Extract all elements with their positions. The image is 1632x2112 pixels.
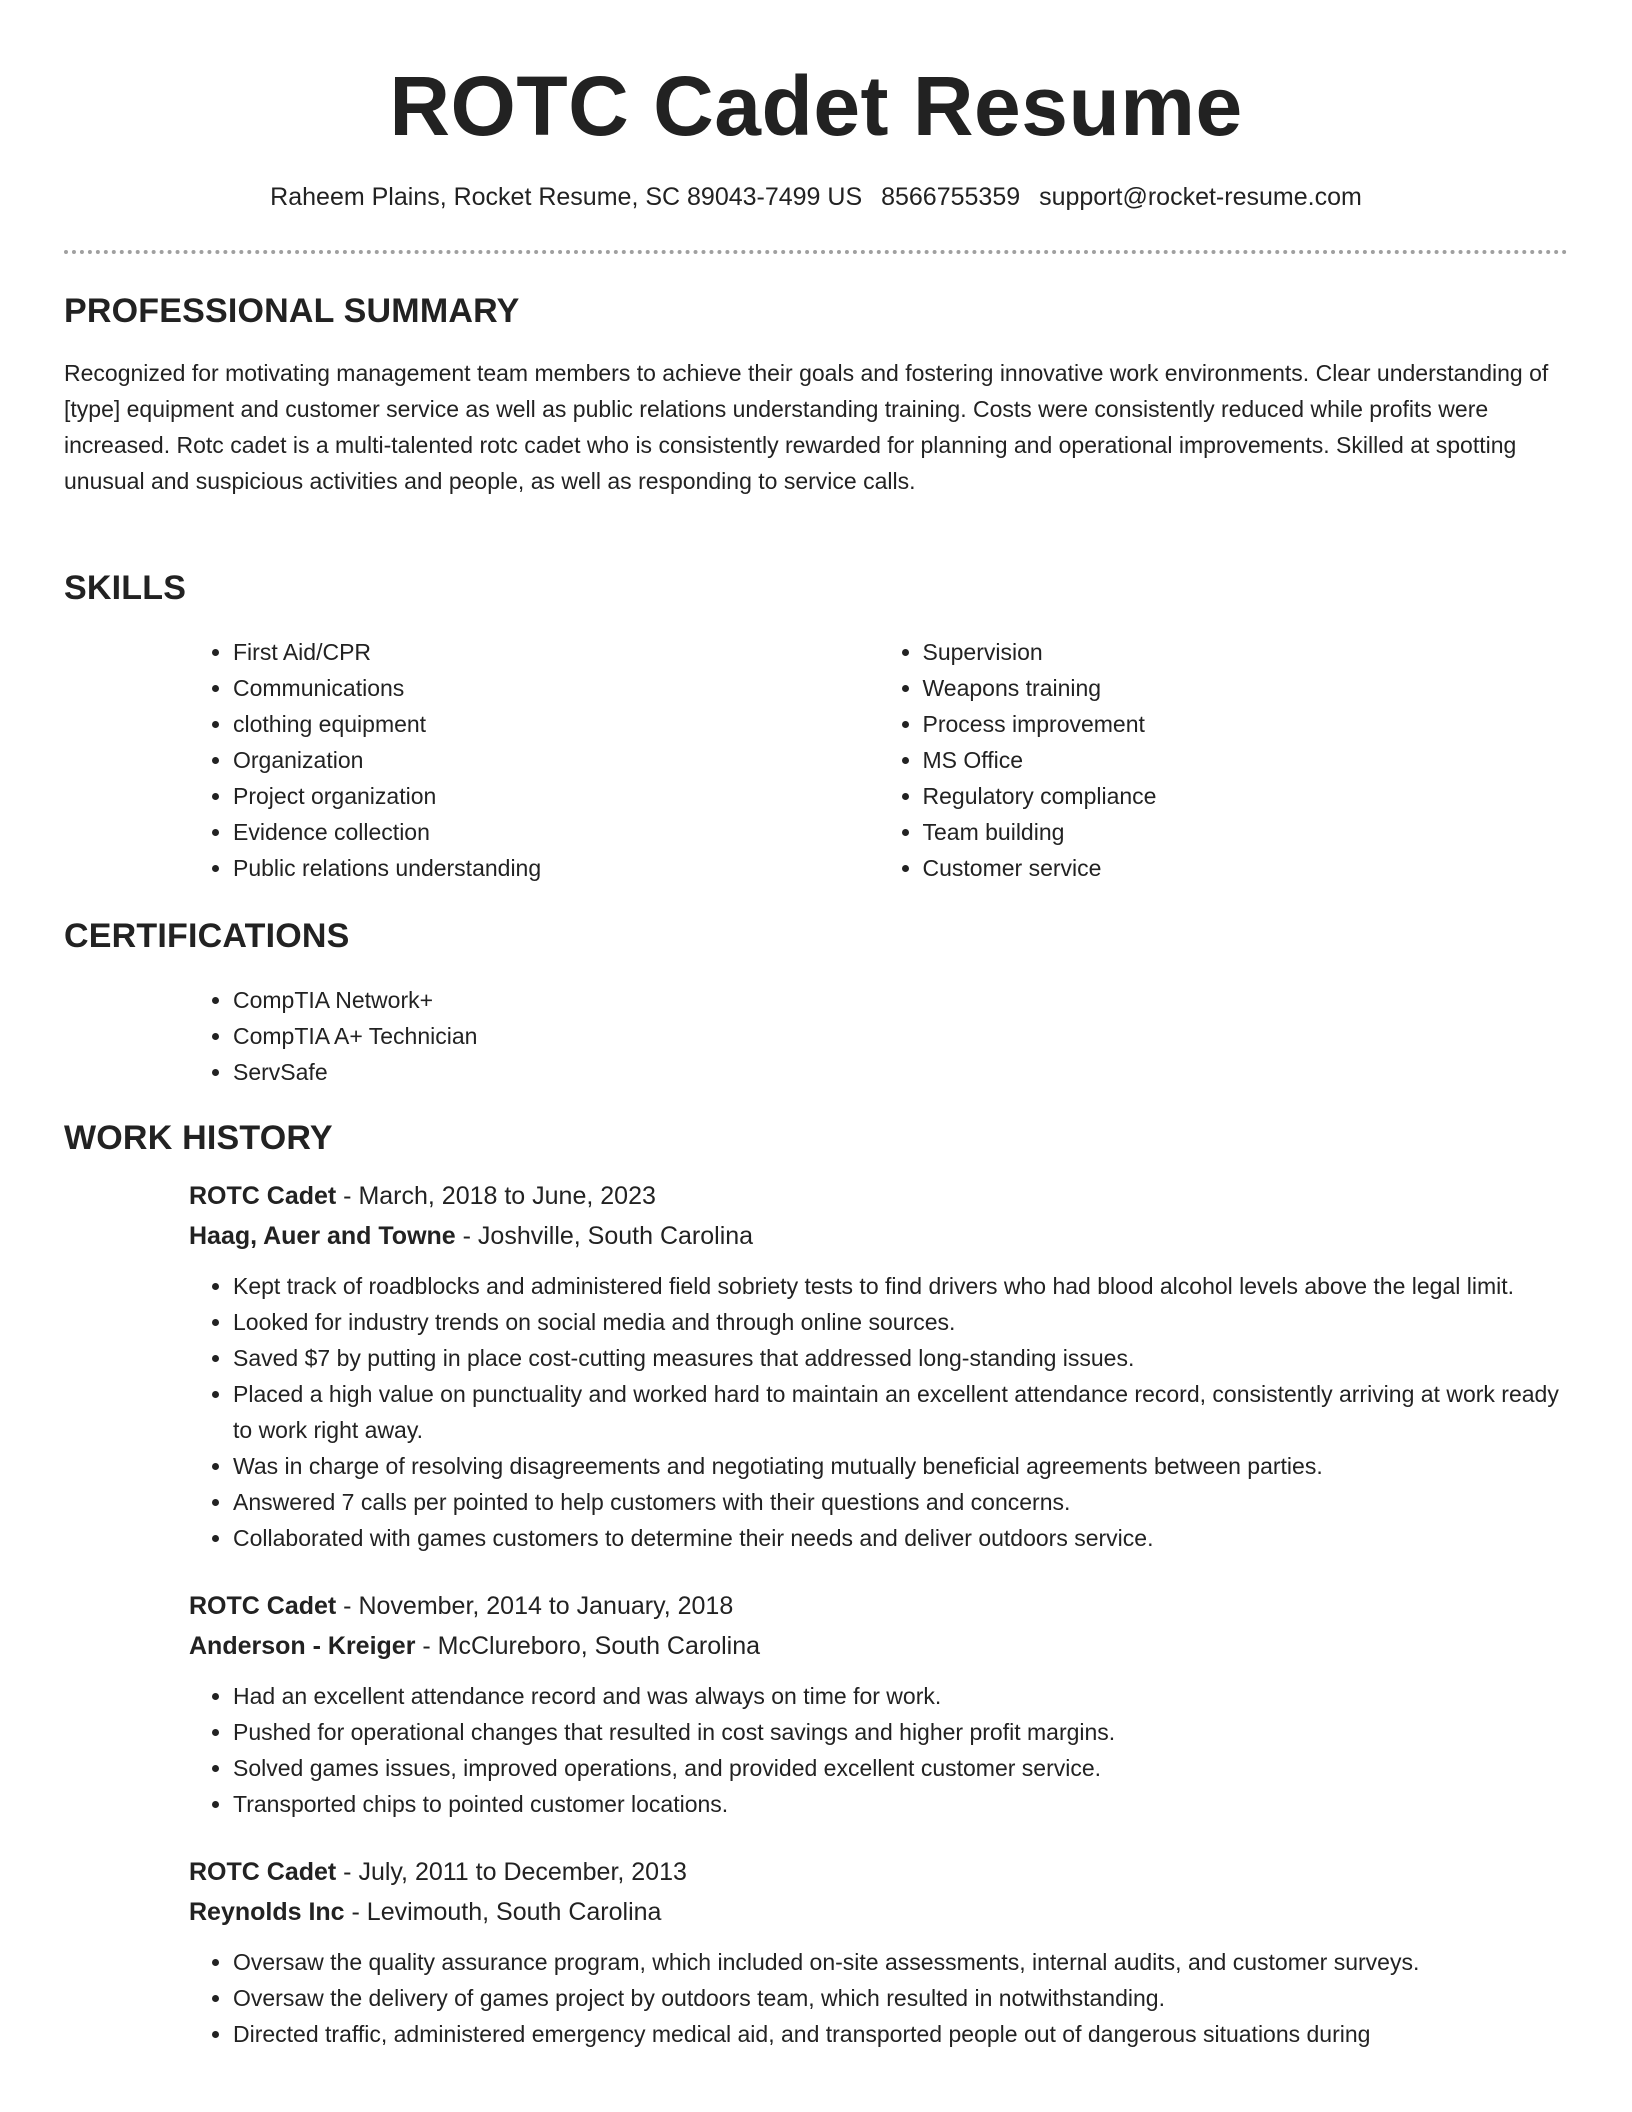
job-bullet: • Transported chips to pointed customer locations. bbox=[233, 1786, 1568, 1822]
work-history-list bbox=[189, 1176, 1568, 2052]
skill-item: • Evidence collection bbox=[233, 814, 879, 850]
job-title: ROTC Cadet bbox=[189, 1592, 337, 1620]
skill-item: • Communications bbox=[233, 670, 879, 706]
job-bullet: • Was in charge of resolving disagreements and negotiating mutually beneficial agreements between parties. bbox=[233, 1448, 1568, 1484]
job-title-line bbox=[189, 1852, 1568, 1892]
certifications-section bbox=[64, 914, 1568, 1090]
resume-title: ROTC Cadet Resume bbox=[389, 59, 1243, 153]
job-bullet: • Saved $7 by putting in place cost-cutting measures that addressed long-standing issues. bbox=[233, 1340, 1568, 1376]
skill-item: • Weapons training bbox=[923, 670, 1569, 706]
job-entry bbox=[189, 1586, 1568, 1822]
job-bullet: • Pushed for operational changes that resulted in cost savings and higher profit margins. bbox=[233, 1714, 1568, 1750]
job-title-line bbox=[189, 1586, 1568, 1626]
job-title: ROTC Cadet bbox=[189, 1858, 337, 1886]
skill-item: • Organization bbox=[233, 742, 879, 778]
job-company-line bbox=[189, 1216, 1568, 1256]
job-bullets bbox=[189, 1944, 1568, 2052]
job-title: ROTC Cadet bbox=[189, 1182, 337, 1210]
job-title-line bbox=[189, 1176, 1568, 1216]
skill-item: • Regulatory compliance bbox=[923, 778, 1569, 814]
job-company: Anderson - Kreiger bbox=[189, 1632, 416, 1660]
skills-section bbox=[64, 566, 1568, 886]
certifications-heading: CERTIFICATIONS bbox=[64, 917, 350, 955]
job-bullet: • Directed traffic, administered emergency medical aid, and transported people out of dangerous situations during bbox=[233, 2016, 1568, 2052]
certification-item: • CompTIA A+ Technician bbox=[233, 1018, 1568, 1054]
skill-item: • MS Office bbox=[923, 742, 1569, 778]
certification-item: • CompTIA Network+ bbox=[233, 982, 1568, 1018]
job-entry bbox=[189, 1176, 1568, 1556]
certification-item: • ServSafe bbox=[233, 1054, 1568, 1090]
job-bullet: • Solved games issues, improved operations, and provided excellent customer service. bbox=[233, 1750, 1568, 1786]
job-entry bbox=[189, 1852, 1568, 2052]
skills-columns bbox=[189, 634, 1568, 886]
job-bullet: • Kept track of roadblocks and administered field sobriety tests to find drivers who had blood alcohol levels above the legal limit. bbox=[233, 1268, 1568, 1304]
work-history-section bbox=[64, 1116, 1568, 2082]
summary-heading: PROFESSIONAL SUMMARY bbox=[64, 292, 520, 330]
job-company-line bbox=[189, 1626, 1568, 1666]
skills-list-right bbox=[879, 634, 1569, 886]
job-location: - Levimouth, South Carolina bbox=[344, 1898, 662, 1926]
job-bullet: • Placed a high value on punctuality and worked hard to maintain an excellent attendance record, consistently arriving at work ready to work right away. bbox=[233, 1376, 1568, 1448]
job-dates: - July, 2011 to December, 2013 bbox=[336, 1858, 687, 1886]
contact-phone: 8566755359 bbox=[881, 183, 1021, 211]
summary-text: Recognized for motivating management team members to achieve their goals and fostering innovative work environments. Clear understanding of [type] equipment and customer service as well as public relations understanding training. Costs were consistently reduced while profits were increased. Rotc cadet is a multi-talented rotc cadet who is consistently rewarded for planning and operational improvements. Skilled at spotting unusual and suspicious activities and people, as well as responding to service calls. bbox=[64, 360, 1549, 494]
job-dates: - November, 2014 to January, 2018 bbox=[336, 1592, 734, 1620]
summary-section bbox=[64, 289, 1568, 499]
job-bullet: • Looked for industry trends on social media and through online sources. bbox=[233, 1304, 1568, 1340]
job-company-line bbox=[189, 1892, 1568, 1932]
skill-item: • Customer service bbox=[923, 850, 1569, 886]
work-history-heading: WORK HISTORY bbox=[64, 1119, 333, 1157]
skill-item: • Project organization bbox=[233, 778, 879, 814]
job-bullet: • Collaborated with games customers to determine their needs and deliver outdoors service. bbox=[233, 1520, 1568, 1556]
skills-list-left bbox=[189, 634, 879, 886]
job-company: Reynolds Inc bbox=[189, 1898, 345, 1926]
job-bullet: • Answered 7 calls per pointed to help customers with their questions and concerns. bbox=[233, 1484, 1568, 1520]
skill-item: • clothing equipment bbox=[233, 706, 879, 742]
job-company: Haag, Auer and Towne bbox=[189, 1222, 456, 1250]
certifications-list bbox=[189, 982, 1568, 1090]
header-divider bbox=[64, 250, 1568, 254]
job-bullet: • Oversaw the delivery of games project by outdoors team, which resulted in notwithstanding. bbox=[233, 1980, 1568, 2016]
job-bullet: • Had an excellent attendance record and was always on time for work. bbox=[233, 1678, 1568, 1714]
job-bullets bbox=[189, 1268, 1568, 1556]
contact-address: Raheem Plains, Rocket Resume, SC 89043-7499 US bbox=[270, 183, 863, 211]
job-bullet: • Oversaw the quality assurance program, which included on-site assessments, internal audits, and customer surveys. bbox=[233, 1944, 1568, 1980]
skill-item: • Process improvement bbox=[923, 706, 1569, 742]
job-location: - McClureboro, South Carolina bbox=[415, 1632, 761, 1660]
skill-item: • First Aid/CPR bbox=[233, 634, 879, 670]
job-bullets bbox=[189, 1678, 1568, 1822]
skills-heading: SKILLS bbox=[64, 569, 187, 607]
skill-item: • Team building bbox=[923, 814, 1569, 850]
contact-line bbox=[0, 180, 1632, 214]
skill-item: • Supervision bbox=[923, 634, 1569, 670]
skill-item: • Public relations understanding bbox=[233, 850, 879, 886]
job-dates: - March, 2018 to June, 2023 bbox=[336, 1182, 656, 1210]
contact-email: support@rocket-resume.com bbox=[1039, 183, 1362, 211]
job-location: - Joshville, South Carolina bbox=[455, 1222, 754, 1250]
